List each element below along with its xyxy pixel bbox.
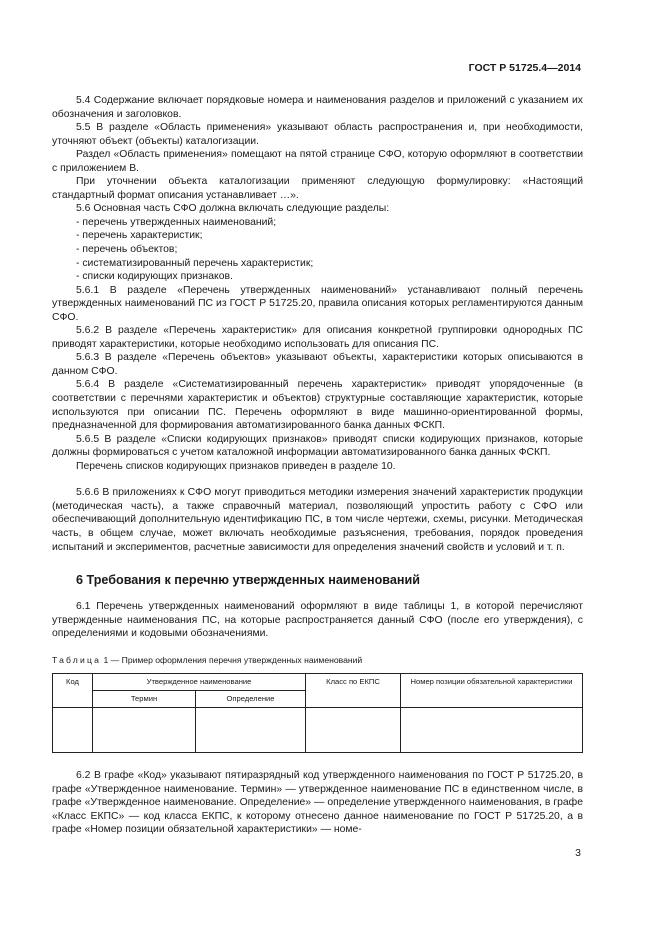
- table-caption-word: Таблица: [52, 654, 102, 665]
- paragraph: 5.5 В разделе «Область применения» указывают область распространения и, при необходимости, уточняют объект (объекты) каталогизации.: [52, 122, 583, 147]
- page-number: 3: [575, 847, 581, 859]
- col-header-ekps-class: Класс по ЕКПС: [306, 674, 401, 708]
- col-header-position-number: Номер позиции обязательной характеристики: [401, 674, 583, 708]
- paragraph-6-1: 6.1 Перечень утвержденных наименований оформляют в виде таблицы 1, в которой перечисляют утвержденные наименования ПС, на которые распространяется данный СФО (после его утверждения), с определениями и кодовыми обозначениями.: [52, 601, 583, 640]
- list-item: - перечень характеристик;: [76, 230, 203, 242]
- paragraph: 5.6.2 В разделе «Перечень характеристик» для описания конкретной группировки однородных ПС приводят характеристики, которые необходимо использовать для описания ПС.: [52, 325, 583, 350]
- col-header-approved-name: Утвержденное наименование: [93, 674, 306, 691]
- list-item: - перечень утвержденных наименований;: [76, 216, 277, 228]
- table-row: [53, 708, 583, 753]
- paragraph: 5.4 Содержание включает порядковые номера и наименования разделов и приложений с указанием их обозначения и заголовков.: [52, 95, 583, 120]
- paragraph: Раздел «Область применения» помещают на пятой странице СФО, которую оформляют в соответствии с приложением В.: [52, 149, 583, 174]
- paragraph: 5.6.1 В разделе «Перечень утвержденных наименований» устанавливают полный перечень утвержденных наименований ПС из ГОСТ Р 51725.20, правила описания которых регламентируются данным СФО.: [52, 284, 583, 323]
- paragraph: При уточнении объекта каталогизации применяют следующую формулировку: «Настоящий стандартный формат описания устанавливает …».: [52, 176, 583, 201]
- paragraphs-before-section: [52, 94, 583, 554]
- list-item: - списки кодирующих признаков.: [76, 271, 233, 283]
- table-cell: [401, 708, 583, 753]
- paragraph-6-2: 6.2 В графе «Код» указывают пятиразрядный код утвержденного наименования по ГОСТ Р 51725.20, в графе «Утвержденное наименование. Термин» — утвержденное наименование ПС в единственном числе, в графе «Утвержденное наименование. Определение» — определение утвержденного наименования, в графе «Класс ЕКПС» — код класса ЕКПС, к которому отнесено данное наименование по ГОСТ Р 51725.20, а в графе «Номер позиции обязательной характеристики» — номе-: [52, 770, 583, 836]
- table-header-row: [53, 674, 583, 691]
- paragraph: 5.6.6 В приложениях к СФО могут приводиться методики измерения значений характеристик продукции (методическая часть), а также справочный материал, позволяющий упростить работу с СФО или обеспечивающий дополнительную идентификацию ПС, в том числе чертежи, схемы, рисунки. Методическая часть, в общем случае, может включать необходимые разъяснения, требования, порядок проведения испытаний и экспериментов, расчетные зависимости для определения значений свойств и условий и т. п.: [52, 487, 583, 553]
- paragraph: 5.6.3 В разделе «Перечень объектов» указывают объекты, характеристики которых описываются в данном СФО.: [52, 352, 583, 377]
- table-cell: [53, 708, 93, 753]
- col-header-code: Код: [53, 674, 93, 708]
- page-body: [52, 94, 583, 837]
- list-item: - перечень объектов;: [76, 244, 178, 256]
- approved-names-table: [52, 673, 583, 753]
- table-caption-text: 1 — Пример оформления перечня утвержденных наименований: [101, 654, 363, 665]
- list-item: - систематизированный перечень характеристик;: [76, 257, 314, 269]
- col-header-term: Термин: [93, 691, 196, 708]
- col-header-definition: Определение: [196, 691, 306, 708]
- table-cell: [306, 708, 401, 753]
- paragraph: Перечень списков кодирующих признаков приведен в разделе 10.: [76, 460, 396, 472]
- paragraph: 5.6 Основная часть СФО должна включать следующие разделы:: [76, 203, 390, 215]
- paragraph: 5.6.4 В разделе «Систематизированный перечень характеристик» приводят упорядоченные (в соответствии с перечнями характеристик и объектов) структурные составляющие характеристик, которые используются при описании ПС. Перечень оформляют в виде машинно-ориентированной формы, предназначенной для формирования автоматизированного банка данных ФСКП.: [52, 379, 583, 432]
- paragraph: 5.6.5 В разделе «Списки кодирующих признаков» приводят списки кодирующих признаков, которые должны формироваться с учетом каталожной информации автоматизированного банка данных ФСКП.: [52, 433, 583, 459]
- section-title: 6 Требования к перечню утвержденных наименований: [76, 573, 420, 588]
- table-cell: [93, 708, 196, 753]
- table-caption: [52, 654, 583, 668]
- table-cell: [196, 708, 306, 753]
- document-header: ГОСТ Р 51725.4—2014: [468, 62, 581, 74]
